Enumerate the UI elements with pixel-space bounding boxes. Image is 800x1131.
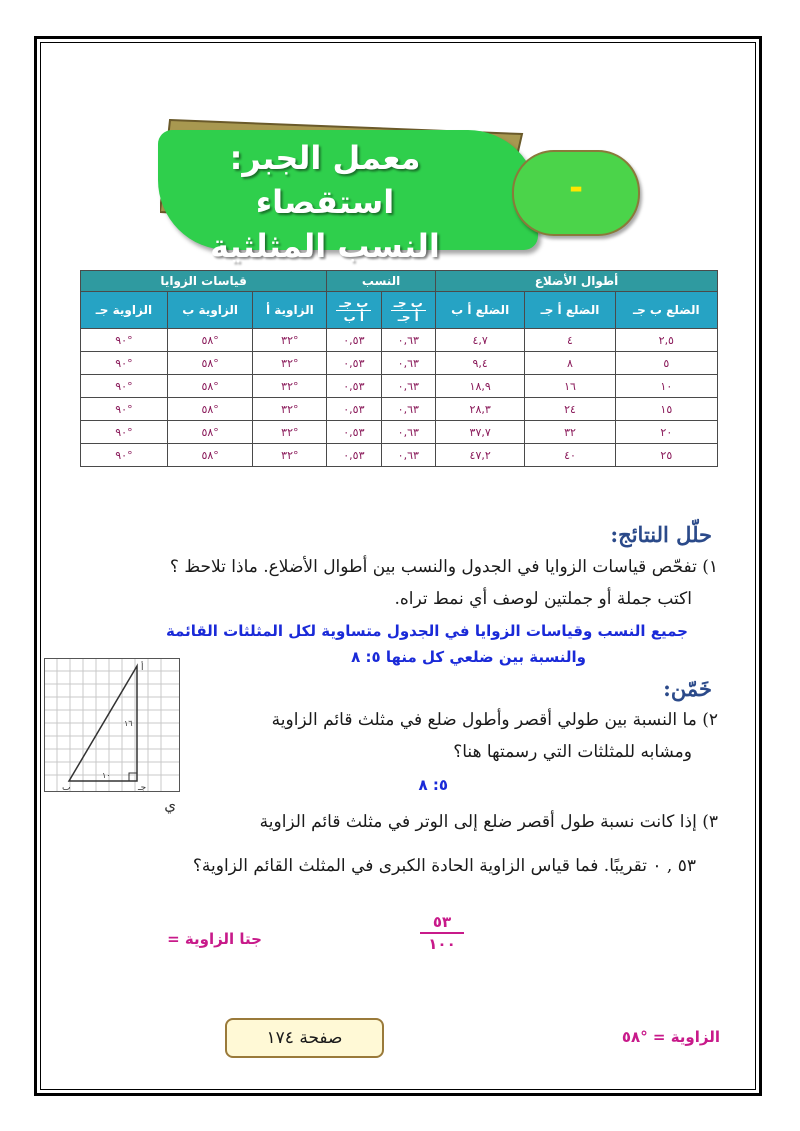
cell-ratio1: ٠,٦٣ (381, 398, 435, 421)
question-1-line2: اكتب جملة أو جملتين لوصف أي نمط تراه. (394, 589, 692, 609)
header-side-ac: الضلع أ جـ (525, 292, 615, 329)
answer-1-line2: والنسبة بين ضلعي كل منها ٥: ٨ (351, 648, 586, 666)
side-length-label: ١٦ (124, 719, 133, 728)
cell-ratio2: ٠,٥٣ (327, 352, 381, 375)
cell-ratio1: ٠,٦٣ (381, 444, 435, 467)
cell-angle-b: °٥٨ (167, 375, 253, 398)
angle-result: الزاوية = °٥٨ (621, 1028, 720, 1046)
answer-1-line1: جميع النسب وقياسات الزوايا في الجدول متساوية لكل المثلثات القائمة (165, 622, 688, 640)
group-ratios: النسب (327, 271, 436, 292)
lab-title-line1: معمل الجبر: استقصاء (229, 139, 421, 221)
cell-ab: ٩,٤ (436, 352, 525, 375)
cell-angle-a: °٣٢ (253, 444, 327, 467)
cell-angle-a: °٣٢ (253, 398, 327, 421)
table-row (81, 421, 718, 444)
cell-ratio1: ٠,٦٣ (381, 375, 435, 398)
question-3-line1: ٣) إذا كانت نسبة طول أقصر ضلع إلى الوتر في مثلث قائم الزاوية (259, 812, 718, 832)
cell-angle-c: °٩٠ (81, 398, 168, 421)
lesson-number: - (568, 168, 584, 208)
cell-bc: ٢,٥ (615, 329, 717, 352)
cell-angle-b: °٥٨ (167, 398, 253, 421)
cell-angle-c: °٩٠ (81, 421, 168, 444)
ratio1-numerator: ب جـ (391, 297, 426, 311)
table-row (81, 329, 718, 352)
q3-vertex-mark: ي (164, 796, 176, 814)
cell-angle-a: °٣٢ (253, 421, 327, 444)
header-ratio-bc-ac (381, 292, 435, 329)
vertex-a-label: أ (141, 663, 144, 673)
question-1-line1: ١) تفحّص قياسات الزوايا في الجدول والنسب بين أطوال الأضلاع. ماذا تلاحظ ؟ (169, 557, 718, 577)
cell-angle-a: °٣٢ (253, 375, 327, 398)
table-group-row (81, 271, 718, 292)
ratio2-numerator: ب جـ (336, 297, 371, 311)
cell-angle-c: °٩٠ (81, 444, 168, 467)
triangle-table (80, 270, 718, 467)
page-number: صفحة ١٧٤ (225, 1018, 384, 1058)
cell-ratio2: ٠,٥٣ (327, 421, 381, 444)
question-2-line1: ٢) ما النسبة بين طولي أقصر وأطول ضلع في مثلث قائم الزاوية (271, 710, 718, 730)
cell-angle-b: °٥٨ (167, 421, 253, 444)
cos-denominator: ١٠٠ (428, 935, 456, 953)
cell-ac: ٤ (525, 329, 615, 352)
triangle-diagram (44, 658, 180, 792)
lesson-number-pill (512, 150, 640, 236)
cell-ac: ٣٢ (525, 421, 615, 444)
cell-bc: ١٠ (615, 375, 717, 398)
analyze-heading: حلّل النتائج: (610, 522, 712, 547)
group-angles: قياسات الزوايا (81, 271, 327, 292)
cell-ratio2: ٠,٥٣ (327, 329, 381, 352)
cell-ac: ٨ (525, 352, 615, 375)
cell-ratio2: ٠,٥٣ (327, 375, 381, 398)
cos-numerator: ٥٣ (420, 912, 464, 934)
cell-ac: ٢٤ (525, 398, 615, 421)
cell-bc: ١٥ (615, 398, 717, 421)
group-side-lengths: أطوال الأضلاع (436, 271, 718, 292)
header-side-bc: الضلع ب جـ (615, 292, 717, 329)
cell-ratio1: ٠,٦٣ (381, 329, 435, 352)
cell-angle-b: °٥٨ (167, 352, 253, 375)
header-side-ab: الضلع أ ب (436, 292, 525, 329)
cell-angle-c: °٩٠ (81, 375, 168, 398)
ratio2-denominator: أ ب (343, 309, 365, 324)
cell-ratio2: ٠,٥٣ (327, 398, 381, 421)
question-3-line2: ٥٣ , ٠ تقريبًا. فما قياس الزاوية الحادة الكبرى في المثلث القائم الزاوية؟ (192, 856, 696, 876)
right-angle-mark (129, 773, 137, 781)
cell-bc: ٢٠ (615, 421, 717, 444)
cell-angle-c: °٩٠ (81, 329, 168, 352)
header-ratio-bc-ab (327, 292, 381, 329)
table-row (81, 444, 718, 467)
table-row (81, 398, 718, 421)
cell-angle-c: °٩٠ (81, 352, 168, 375)
cell-angle-b: °٥٨ (167, 329, 253, 352)
table-row (81, 352, 718, 375)
ratio1-denominator: أ جـ (397, 309, 419, 324)
vertex-b-label: ب (62, 783, 71, 792)
cell-angle-a: °٣٢ (253, 352, 327, 375)
cell-ab: ٤,٧ (436, 329, 525, 352)
table-row (81, 375, 718, 398)
lab-title (165, 136, 485, 268)
cell-ab: ٣٧,٧ (436, 421, 525, 444)
cell-angle-b: °٥٨ (167, 444, 253, 467)
question-2-line2: ومشابه للمثلثات التي رسمتها هنا؟ (453, 742, 692, 762)
cell-ab: ١٨,٩ (436, 375, 525, 398)
cos-fraction (420, 912, 464, 954)
cell-bc: ٥ (615, 352, 717, 375)
answer-2: ٥: ٨ (418, 776, 448, 794)
table-header-row (81, 292, 718, 329)
cell-angle-a: °٣٢ (253, 329, 327, 352)
lab-title-line2: النسب المثلثية (210, 227, 440, 265)
cell-ratio2: ٠,٥٣ (327, 444, 381, 467)
cell-ab: ٢٨,٣ (436, 398, 525, 421)
header-angle-c: الزاوية جـ (81, 292, 168, 329)
guess-heading: خَمّن: (663, 676, 712, 701)
cos-label: جتا الزاوية = (167, 930, 262, 948)
vertex-c-label: جـ (138, 783, 147, 792)
cell-ratio1: ٠,٦٣ (381, 421, 435, 444)
cell-ab: ٤٧,٢ (436, 444, 525, 467)
cell-ratio1: ٠,٦٣ (381, 352, 435, 375)
cell-ac: ٤٠ (525, 444, 615, 467)
grid-lines (44, 658, 180, 792)
header-angle-b: الزاوية ب (167, 292, 253, 329)
header-angle-a: الزاوية أ (253, 292, 327, 329)
cell-bc: ٢٥ (615, 444, 717, 467)
base-length-label: ١٠ (102, 771, 111, 780)
cell-ac: ١٦ (525, 375, 615, 398)
